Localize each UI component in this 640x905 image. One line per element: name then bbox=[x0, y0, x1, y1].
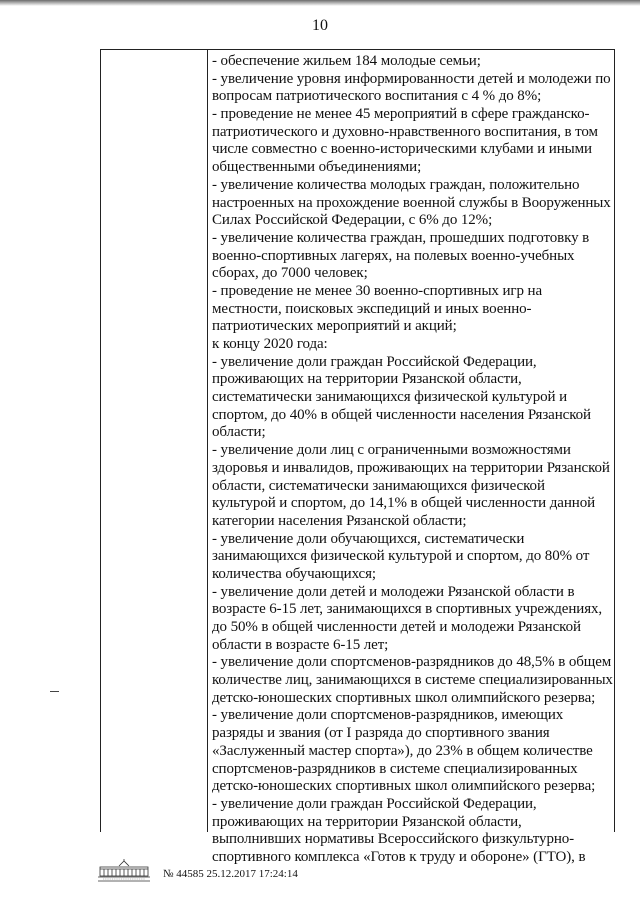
text-line: спортивного комплекса «Готов к труду и обороне» (ГТО), в bbox=[212, 848, 586, 865]
text-line: количества обучающихся; bbox=[212, 565, 376, 582]
text-line: патриотических мероприятий и акций; bbox=[212, 318, 457, 335]
text-line: - увеличение количества граждан, прошедших подготовку в bbox=[212, 229, 590, 246]
text-line: - увеличение доли спортсменов-разрядников до 48,5% в общем bbox=[212, 654, 612, 671]
document-id: № 44585 25.12.2017 17:24:14 bbox=[163, 868, 298, 880]
text-line: - проведение не менее 30 военно-спортивных игр на bbox=[212, 282, 543, 299]
table-left-cell bbox=[101, 50, 208, 832]
text-line: - увеличение уровня информированности детей и молодежи по bbox=[212, 70, 611, 87]
text-line: области в возрасте 6-15 лет; bbox=[212, 636, 389, 653]
text-line: числе совместно с военно-историческими клубами и иными bbox=[212, 141, 592, 158]
text-line: местности, поисковых экспедиций и иных военно- bbox=[212, 300, 532, 317]
text-line: спортом, до 40% в общей численности населения Рязанской bbox=[212, 406, 591, 423]
text-line: - увеличение доли обучающихся, систематически bbox=[212, 530, 525, 547]
text-line: сборах, до 7000 человек; bbox=[212, 265, 368, 282]
table-right-cell bbox=[208, 50, 613, 865]
text-line: - увеличение доли граждан Российской Федерации, bbox=[212, 353, 537, 370]
goals-text-block bbox=[212, 53, 612, 867]
text-line: военно-спортивных лагерях, на полевых военно-учебных bbox=[212, 247, 575, 264]
margin-mark bbox=[50, 691, 59, 692]
text-line: занимающихся физической культурой и спортом, до 80% от bbox=[212, 548, 590, 565]
text-line: до 50% в общей численности детей и молодежи Рязанской bbox=[212, 619, 581, 635]
text-line: возрасте 6-15 лет, занимающихся в спортивных учреждениях, bbox=[212, 601, 603, 618]
text-line: вопросам патриотического воспитания с 4 % до 8%; bbox=[212, 88, 542, 105]
footer bbox=[97, 858, 357, 884]
text-line: общественными объединениями; bbox=[212, 159, 422, 176]
text-line: - увеличение количества молодых граждан, положительно bbox=[212, 176, 580, 193]
page-number: 10 bbox=[312, 17, 328, 34]
text-line: - увеличение доли детей и молодежи Рязанской области в bbox=[212, 583, 575, 600]
text-line: - обеспечение жильем 184 молодые семьи; bbox=[212, 53, 481, 69]
text-line: выполнивших нормативы Всероссийского физкультурно- bbox=[212, 831, 575, 848]
text-line: - увеличение доли граждан Российской Федерации, bbox=[212, 795, 537, 812]
text-line: спортсменов-разрядников в системе специализированных bbox=[212, 760, 578, 777]
text-line: проживающих на территории Рязанской области, bbox=[212, 813, 522, 830]
text-line: детско-юношеских спортивных школ олимпийского резерва; bbox=[212, 689, 596, 706]
text-line: области, систематически занимающихся физической bbox=[212, 477, 545, 494]
text-line: «Заслуженный мастер спорта»), до 23% в общем количестве bbox=[212, 742, 593, 759]
text-line: настроенных на прохождение военной службы в Вооруженных bbox=[212, 194, 611, 211]
scan-edge-shadow bbox=[0, 0, 640, 6]
text-line: - увеличение доли спортсменов-разрядников, имеющих bbox=[212, 707, 564, 724]
text-line: патриотического и духовно-нравственного воспитания, в том bbox=[212, 123, 598, 140]
text-line: систематически занимающихся физической культурой и bbox=[212, 389, 568, 406]
text-line: - проведение не менее 45 мероприятий в сфере гражданско- bbox=[212, 106, 590, 123]
text-line: к концу 2020 года: bbox=[212, 336, 328, 352]
text-line: культурой и спортом, до 14,1% в общей численности данной bbox=[212, 495, 596, 512]
text-line: детско-юношеских спортивных школ олимпийского резерва; bbox=[212, 778, 596, 795]
document-table bbox=[100, 49, 615, 865]
text-line: количестве лиц, занимающихся в системе специализированных bbox=[212, 672, 613, 689]
text-line: - увеличение доли лиц с ограниченными возможностями bbox=[212, 442, 571, 459]
text-line: разряды и звания (от I разряда до спортивного звания bbox=[212, 725, 550, 742]
text-line: категории населения Рязанской области; bbox=[212, 512, 467, 529]
building-stamp-icon bbox=[97, 858, 151, 884]
text-line: проживающих на территории Рязанской области, bbox=[212, 371, 522, 388]
text-line: здоровья и инвалидов, проживающих на территории Рязанской bbox=[212, 459, 610, 476]
text-line: области; bbox=[212, 424, 266, 441]
text-line: Силах Российской Федерации, с 6% до 12%; bbox=[212, 212, 493, 229]
